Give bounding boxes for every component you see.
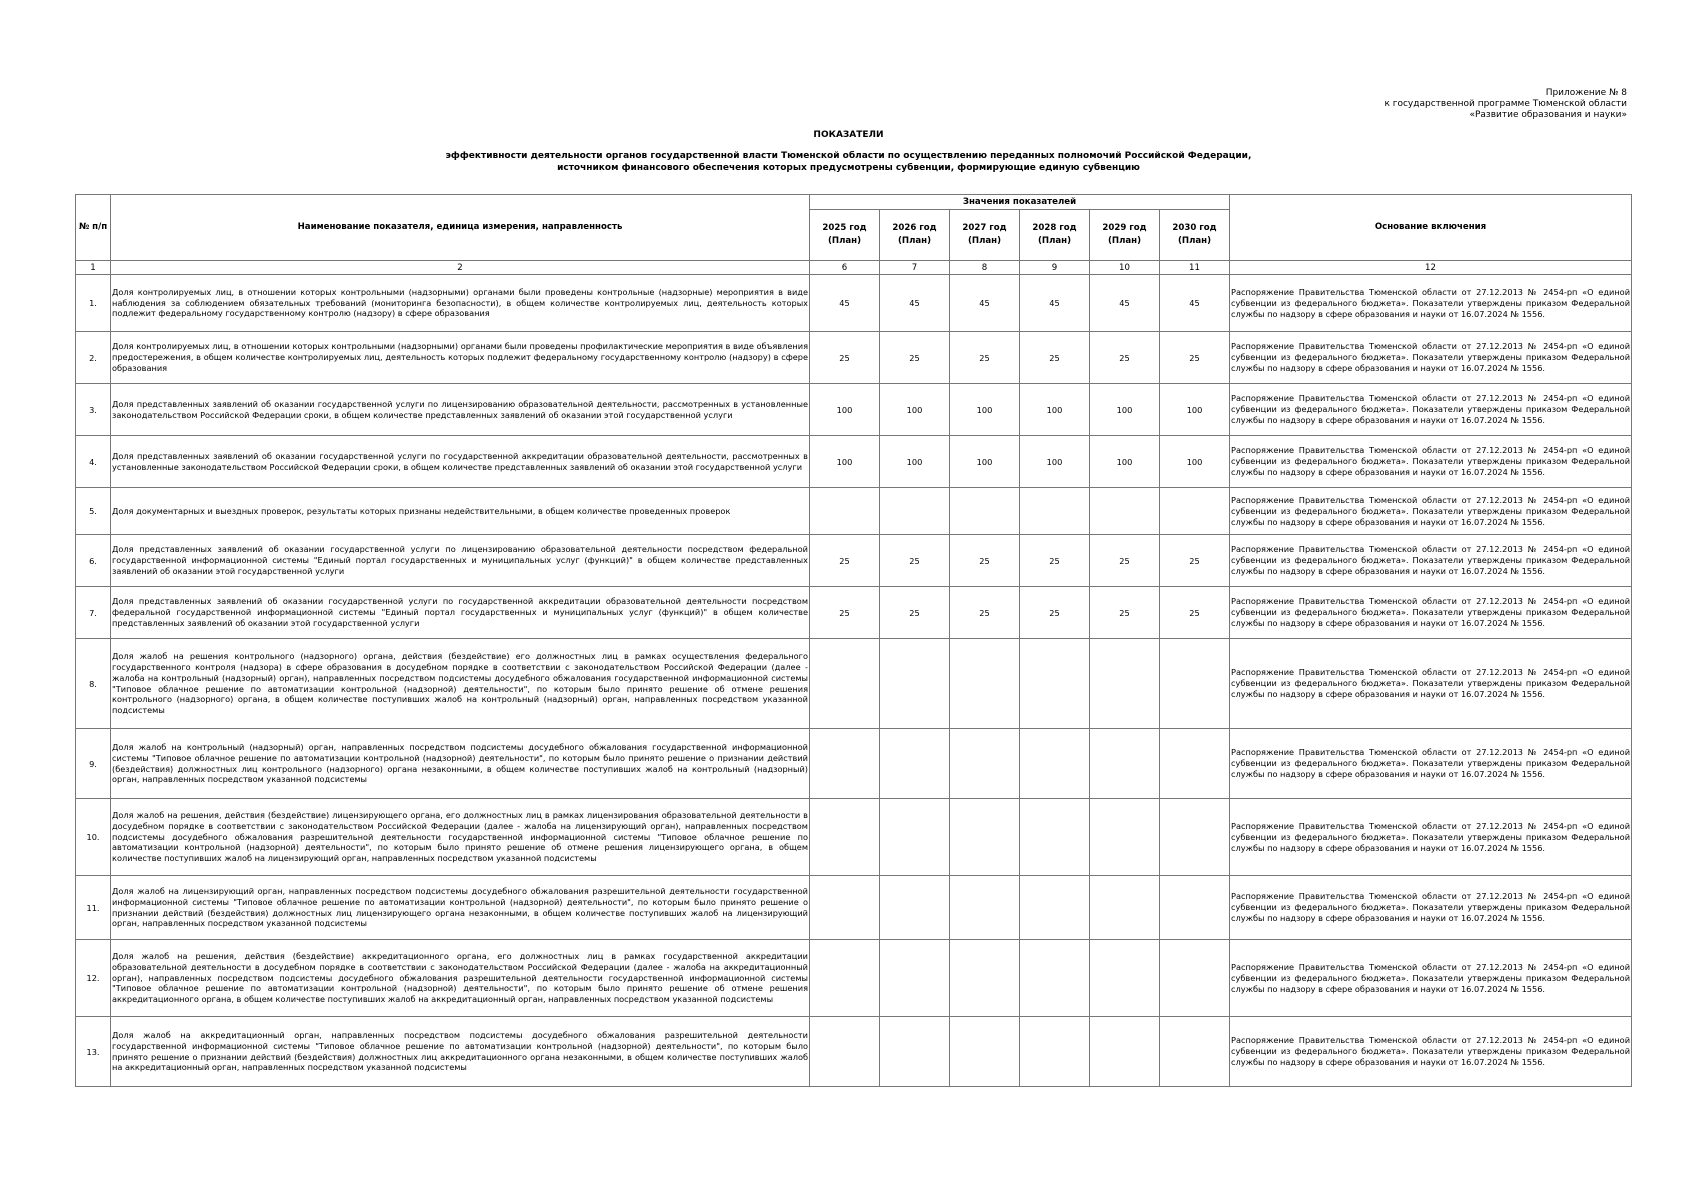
indicator-value: 100 — [1160, 384, 1230, 436]
indicator-value: 25 — [1090, 535, 1160, 587]
indicator-value — [950, 488, 1020, 535]
appendix-line: к государственной программе Тюменской области — [1384, 99, 1627, 109]
appendix-line: «Развитие образования и науки» — [1469, 110, 1627, 120]
indicator-value: 25 — [810, 587, 880, 639]
basis-text: Распоряжение Правительства Тюменской области от 27.12.2013 № 2454-рп «О единой субвенции из федерального бюджета». Показатели утверждены приказом Федеральной службы по надзору в сфере образования и науки от 16.07.2024 № 1556. — [1230, 876, 1632, 940]
row-number: 2. — [76, 332, 111, 384]
column-header-year: 2025 год (План) — [810, 210, 880, 261]
indicator-name: Доля жалоб на решения, действия (бездействие) аккредитационного органа, его должностных лиц в рамках государственной аккредитации образовательной деятельности в досудебном порядке в соответствии с законодательством Российской Федерации (далее - жалоба на аккредитационный орган), направленных посредством подсистемы досудебного обжалования разрешительной деятельности государственной информационной системы "Типовое облачное решение по автоматизации контрольной (надзорной) деятельности", по которым было принято решение об отмене решения аккредитационного органа, в общем количестве поступивших жалоб на аккредитационный орган, направленных посредством указанной подсистемы — [111, 940, 810, 1017]
indicator-value — [810, 639, 880, 729]
indicator-value — [1160, 1017, 1230, 1087]
indicator-value: 25 — [1160, 332, 1230, 384]
indicator-value: 100 — [1090, 436, 1160, 488]
table-row — [76, 535, 1632, 587]
table-row — [76, 436, 1632, 488]
indicator-value: 100 — [950, 384, 1020, 436]
row-number: 13. — [76, 1017, 111, 1087]
indicator-value: 45 — [1160, 275, 1230, 332]
indicator-value — [1090, 799, 1160, 876]
indicator-name: Доля жалоб на решения, действия (бездействие) лицензирующего органа, его должностных лиц в рамках лицензирования образовательной деятельности в досудебном порядке в соответствии с законодательством Российской Федерации (далее - жалоба на лицензирующий орган), направленных посредством подсистемы досудебного обжалования разрешительной деятельности государственной информационной системы "Типовое облачное решение по автоматизации контрольной (надзорной) деятельности", по которым было принято решение об отмене решения лицензирующего органа, в общем количестве поступивших жалоб на лицензирующий орган, направленных посредством указанной подсистемы — [111, 799, 810, 876]
indicator-value — [1090, 729, 1160, 799]
row-number: 10. — [76, 799, 111, 876]
indicator-name: Доля представленных заявлений об оказании государственной услуги по государственной аккредитации образовательной деятельности, рассмотренных в установленные законодательством Российской Федерации сроки, в общем количестве представленных заявлений об оказании этой государственной услуги — [111, 436, 810, 488]
row-number: 12. — [76, 940, 111, 1017]
indicator-value — [1020, 1017, 1090, 1087]
row-number: 7. — [76, 587, 111, 639]
indicator-value — [950, 876, 1020, 940]
row-number: 1. — [76, 275, 111, 332]
indicator-value — [880, 639, 950, 729]
indicator-value: 45 — [1020, 275, 1090, 332]
appendix-line: Приложение № 8 — [1545, 88, 1627, 98]
basis-text: Распоряжение Правительства Тюменской области от 27.12.2013 № 2454-рп «О единой субвенции из федерального бюджета». Показатели утверждены приказом Федеральной службы по надзору в сфере образования и науки от 16.07.2024 № 1556. — [1230, 1017, 1632, 1087]
row-number: 3. — [76, 384, 111, 436]
indicator-value — [1090, 876, 1160, 940]
table-row — [76, 332, 1632, 384]
indicator-value — [1020, 940, 1090, 1017]
indicator-value: 100 — [950, 436, 1020, 488]
column-number: 11 — [1160, 261, 1230, 275]
indicator-value — [810, 729, 880, 799]
row-number: 6. — [76, 535, 111, 587]
row-number: 9. — [76, 729, 111, 799]
row-number: 5. — [76, 488, 111, 535]
column-header-name: Наименование показателя, единица измерения, направленность — [111, 195, 810, 261]
indicator-name: Доля жалоб на аккредитационный орган, направленных посредством подсистемы досудебного обжалования разрешительной деятельности государственной информационной системы "Типовое облачное решение по автоматизации контрольной (надзорной) деятельности", по которым было принято решение о признании действий (бездействия) должностных лиц аккредитационного органа незаконными, в общем количестве поступивших жалоб на аккредитационный орган, направленных посредством указанной подсистемы — [111, 1017, 810, 1087]
indicator-value — [810, 1017, 880, 1087]
table-row — [76, 1017, 1632, 1087]
indicator-value — [1090, 639, 1160, 729]
column-number: 8 — [950, 261, 1020, 275]
column-number: 12 — [1230, 261, 1632, 275]
basis-text: Распоряжение Правительства Тюменской области от 27.12.2013 № 2454-рп «О единой субвенции из федерального бюджета». Показатели утверждены приказом Федеральной службы по надзору в сфере образования и науки от 16.07.2024 № 1556. — [1230, 332, 1632, 384]
indicator-value: 25 — [1090, 332, 1160, 384]
indicator-value — [1090, 940, 1160, 1017]
document-subtitle — [0, 150, 1697, 174]
indicator-value — [1020, 639, 1090, 729]
column-header-year: 2027 год (План) — [950, 210, 1020, 261]
table-row — [76, 587, 1632, 639]
indicator-value — [880, 799, 950, 876]
indicator-value — [880, 729, 950, 799]
basis-text: Распоряжение Правительства Тюменской области от 27.12.2013 № 2454-рп «О единой субвенции из федерального бюджета». Показатели утверждены приказом Федеральной службы по надзору в сфере образования и науки от 16.07.2024 № 1556. — [1230, 639, 1632, 729]
indicator-value — [1090, 488, 1160, 535]
indicator-value — [880, 488, 950, 535]
indicator-value: 100 — [880, 384, 950, 436]
column-number: 10 — [1090, 261, 1160, 275]
column-number: 2 — [111, 261, 810, 275]
indicator-value: 25 — [1160, 587, 1230, 639]
basis-text: Распоряжение Правительства Тюменской области от 27.12.2013 № 2454-рп «О единой субвенции из федерального бюджета». Показатели утверждены приказом Федеральной службы по надзору в сфере образования и науки от 16.07.2024 № 1556. — [1230, 488, 1632, 535]
indicator-value: 25 — [1020, 332, 1090, 384]
column-header-year: 2028 год (План) — [1020, 210, 1090, 261]
indicator-value — [1020, 729, 1090, 799]
subtitle-line: источником финансового обеспечения которых предусмотрены субвенции, формирующие единую субвенцию — [557, 163, 1140, 173]
indicator-name: Доля жалоб на лицензирующий орган, направленных посредством подсистемы досудебного обжалования разрешительной деятельности государственной информационной системы "Типовое облачное решение по автоматизации контрольной (надзорной) деятельности", по которым было принято решение о признании действий (бездействия) должностных лиц лицензирующего органа незаконными, в общем количестве поступивших жалоб на лицензирующий орган, направленных посредством указанной подсистемы — [111, 876, 810, 940]
column-numbers-row — [76, 261, 1632, 275]
indicator-value: 100 — [880, 436, 950, 488]
indicator-value — [880, 876, 950, 940]
indicators-table — [75, 194, 1632, 1087]
row-number: 11. — [76, 876, 111, 940]
table-row — [76, 384, 1632, 436]
table-row — [76, 275, 1632, 332]
indicator-value — [1160, 940, 1230, 1017]
table-row — [76, 639, 1632, 729]
column-header-year: 2026 год (План) — [880, 210, 950, 261]
indicator-value: 45 — [1090, 275, 1160, 332]
indicator-value — [950, 940, 1020, 1017]
table-row — [76, 876, 1632, 940]
basis-text: Распоряжение Правительства Тюменской области от 27.12.2013 № 2454-рп «О единой субвенции из федерального бюджета». Показатели утверждены приказом Федеральной службы по надзору в сфере образования и науки от 16.07.2024 № 1556. — [1230, 384, 1632, 436]
indicator-value — [880, 1017, 950, 1087]
row-number: 8. — [76, 639, 111, 729]
indicator-name: Доля представленных заявлений об оказании государственной услуги по государственной аккредитации образовательной деятельности посредством федеральной государственной информационной системы "Единый портал государственных и муниципальных услуг (функций)" в общем количестве представленных заявлений об оказании этой государственной услуги — [111, 587, 810, 639]
column-number: 1 — [76, 261, 111, 275]
indicator-name: Доля жалоб на решения контрольного (надзорного) органа, действия (бездействие) его должностных лиц в рамках осуществления федерального государственного контроля (надзора) в сфере образования в досудебном порядке в соответствии с законодательством Российской Федерации (далее - жалоба на контрольный (надзорный) орган), направленных посредством подсистемы досудебного обжалования государственной информационной системы "Типовое облачное решение по автоматизации контрольной (надзорной) деятельности", по которым было принято решение об отмене решения контрольного (надзорного) органа, в общем количестве поступивших жалоб на контрольный (надзорный) орган, направленных посредством указанной подсистемы — [111, 639, 810, 729]
basis-text: Распоряжение Правительства Тюменской области от 27.12.2013 № 2454-рп «О единой субвенции из федерального бюджета». Показатели утверждены приказом Федеральной службы по надзору в сфере образования и науки от 16.07.2024 № 1556. — [1230, 275, 1632, 332]
indicator-value — [1020, 488, 1090, 535]
indicator-name: Доля контролируемых лиц, в отношении которых контрольными (надзорными) органами были проведены контрольные (надзорные) мероприятия в виде наблюдения за соблюдением обязательных требований (мониторинга безопасности), в общем количестве контролируемых лиц, деятельность которых подлежит федеральному государственному контролю (надзору) в сфере образования — [111, 275, 810, 332]
indicator-name: Доля жалоб на контрольный (надзорный) орган, направленных посредством подсистемы досудебного обжалования государственной информационной системы "Типовое облачное решение по автоматизации контрольной (надзорной) деятельности", по которым было принято решение о признании действий (бездействия) должностных лиц контрольного (надзорного) органа незаконными, в общем количестве поступивших жалоб на контрольный (надзорный) орган, направленных посредством указанной подсистемы — [111, 729, 810, 799]
indicator-value: 100 — [1160, 436, 1230, 488]
indicator-value: 100 — [1090, 384, 1160, 436]
indicator-value — [950, 639, 1020, 729]
basis-text: Распоряжение Правительства Тюменской области от 27.12.2013 № 2454-рп «О единой субвенции из федерального бюджета». Показатели утверждены приказом Федеральной службы по надзору в сфере образования и науки от 16.07.2024 № 1556. — [1230, 436, 1632, 488]
indicator-value — [950, 729, 1020, 799]
indicator-value: 25 — [880, 535, 950, 587]
indicator-value — [1160, 639, 1230, 729]
indicator-value — [810, 799, 880, 876]
indicator-value: 25 — [950, 332, 1020, 384]
indicator-value: 25 — [1090, 587, 1160, 639]
indicator-value: 25 — [950, 535, 1020, 587]
basis-text: Распоряжение Правительства Тюменской области от 27.12.2013 № 2454-рп «О единой субвенции из федерального бюджета». Показатели утверждены приказом Федеральной службы по надзору в сфере образования и науки от 16.07.2024 № 1556. — [1230, 799, 1632, 876]
indicator-value — [1160, 876, 1230, 940]
indicator-value: 25 — [880, 332, 950, 384]
column-header-number: № п/п — [76, 195, 111, 261]
indicator-value: 25 — [810, 535, 880, 587]
indicator-value: 25 — [810, 332, 880, 384]
column-number: 6 — [810, 261, 880, 275]
indicator-name: Доля контролируемых лиц, в отношении которых контрольными (надзорными) органами были проведены профилактические мероприятия в виде объявления предостережения, в общем количестве контролируемых лиц, деятельность которых подлежит федеральному государственному контролю (надзору) в сфере образования — [111, 332, 810, 384]
indicator-value — [1090, 1017, 1160, 1087]
indicator-value — [1160, 799, 1230, 876]
column-header-basis: Основание включения — [1230, 195, 1632, 261]
indicator-value: 100 — [1020, 384, 1090, 436]
document-title: ПОКАЗАТЕЛИ — [813, 130, 884, 140]
indicator-value — [810, 488, 880, 535]
indicator-name: Доля документарных и выездных проверок, результаты которых признаны недействительными, в общем количестве проведенных проверок — [111, 488, 810, 535]
indicator-value — [1160, 729, 1230, 799]
column-number: 9 — [1020, 261, 1090, 275]
indicator-value — [810, 876, 880, 940]
indicator-value: 25 — [1020, 535, 1090, 587]
indicator-value — [1020, 876, 1090, 940]
basis-text: Распоряжение Правительства Тюменской области от 27.12.2013 № 2454-рп «О единой субвенции из федерального бюджета». Показатели утверждены приказом Федеральной службы по надзору в сфере образования и науки от 16.07.2024 № 1556. — [1230, 535, 1632, 587]
column-group-values: Значения показателей — [810, 195, 1230, 210]
indicator-value: 100 — [810, 436, 880, 488]
column-header-year: 2030 год (План) — [1160, 210, 1230, 261]
basis-text: Распоряжение Правительства Тюменской области от 27.12.2013 № 2454-рп «О единой субвенции из федерального бюджета». Показатели утверждены приказом Федеральной службы по надзору в сфере образования и науки от 16.07.2024 № 1556. — [1230, 940, 1632, 1017]
table-row — [76, 729, 1632, 799]
indicator-value: 25 — [950, 587, 1020, 639]
table-row — [76, 799, 1632, 876]
indicator-name: Доля представленных заявлений об оказании государственной услуги по лицензированию образовательной деятельности, рассмотренных в установленные законодательством Российской Федерации сроки, в общем количестве представленных заявлений об оказании этой государственной услуги — [111, 384, 810, 436]
column-header-year: 2029 год (План) — [1090, 210, 1160, 261]
appendix-reference — [1384, 88, 1627, 121]
table-row — [76, 488, 1632, 535]
indicator-value: 25 — [1020, 587, 1090, 639]
indicator-value — [1160, 488, 1230, 535]
indicator-value: 100 — [1020, 436, 1090, 488]
basis-text: Распоряжение Правительства Тюменской области от 27.12.2013 № 2454-рп «О единой субвенции из федерального бюджета». Показатели утверждены приказом Федеральной службы по надзору в сфере образования и науки от 16.07.2024 № 1556. — [1230, 729, 1632, 799]
indicator-value — [1020, 799, 1090, 876]
row-number: 4. — [76, 436, 111, 488]
basis-text: Распоряжение Правительства Тюменской области от 27.12.2013 № 2454-рп «О единой субвенции из федерального бюджета». Показатели утверждены приказом Федеральной службы по надзору в сфере образования и науки от 16.07.2024 № 1556. — [1230, 587, 1632, 639]
indicator-value — [810, 940, 880, 1017]
indicator-value: 100 — [810, 384, 880, 436]
indicator-value — [950, 799, 1020, 876]
indicator-value: 25 — [1160, 535, 1230, 587]
indicator-name: Доля представленных заявлений об оказании государственной услуги по лицензированию образовательной деятельности посредством федеральной государственной информационной системы "Единый портал государственных и муниципальных услуг (функций)" в общем количестве представленных заявлений об оказании этой государственной услуги — [111, 535, 810, 587]
subtitle-line: эффективности деятельности органов государственной власти Тюменской области по осуществлению переданных полномочий Российской Федерации, — [445, 151, 1252, 161]
indicator-value — [950, 1017, 1020, 1087]
indicator-value: 45 — [880, 275, 950, 332]
indicator-value: 45 — [810, 275, 880, 332]
indicator-value — [880, 940, 950, 1017]
table-row — [76, 940, 1632, 1017]
column-number: 7 — [880, 261, 950, 275]
indicator-value: 45 — [950, 275, 1020, 332]
indicator-value: 25 — [880, 587, 950, 639]
